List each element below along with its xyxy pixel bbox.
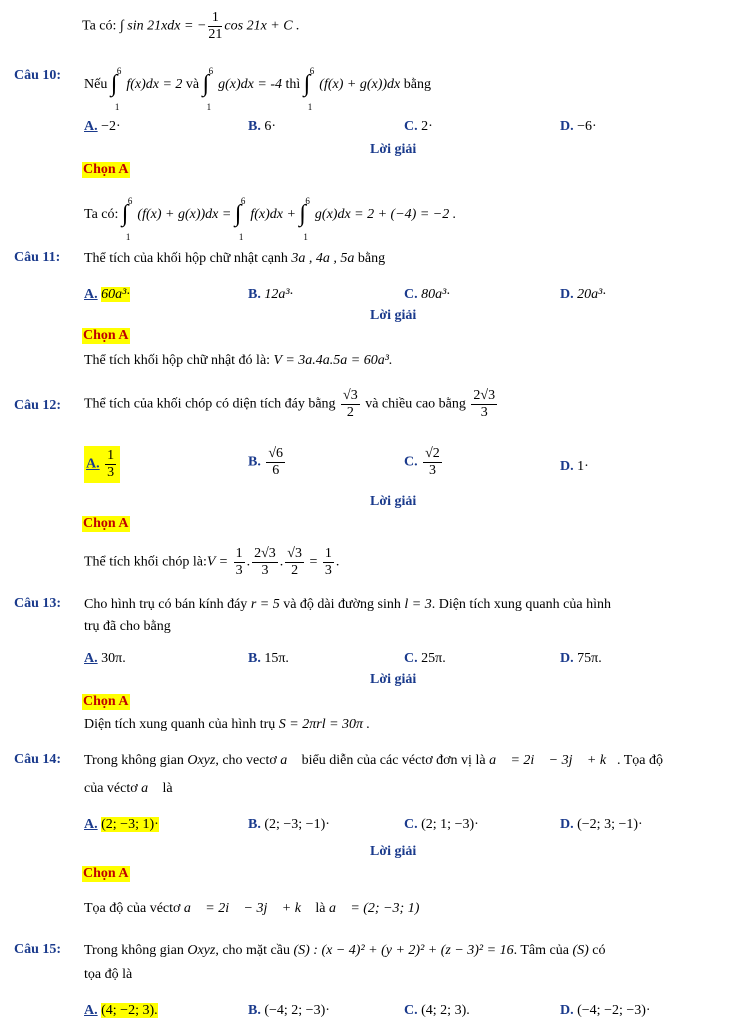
q12-label: Câu 12: [14, 398, 62, 413]
q13-label: Câu 13: [14, 596, 62, 611]
q12-option-c[interactable]: C. $\frac{√2}{3}$ [404, 446, 440, 478]
integral-sign: ∫ 6 1 [110, 66, 122, 112]
q13-solution: Diện tích xung quanh của hình trụ S = 2πrl = 30π . [84, 717, 371, 732]
q12-solution-heading: Lời giải [370, 494, 417, 509]
q11-answer: Chọn A [83, 328, 129, 343]
q10-label: Câu 10: [14, 68, 62, 83]
q13-option-a[interactable]: A. 30π. [84, 651, 126, 666]
q11-option-d[interactable]: D. 20a³· [560, 287, 606, 302]
q11-option-a[interactable]: A. 60a³· [84, 287, 130, 302]
q10-option-d[interactable]: D. −6· [560, 119, 597, 134]
q14-solution-heading: Lời giải [370, 844, 417, 859]
q14-stem: Trong không gian Oxyz, cho vectơ a⃗ biểu diễn của các véctơ đơn vị là a⃗ = 2i⃗ − 3j⃗ + k⃗. Tọa độ [84, 753, 663, 768]
q11-stem: Thể tích của khối hộp chữ nhật cạnh 3a , 4a , 5a bằng [84, 251, 386, 266]
q15-stem: Trong không gian Oxyz, cho mặt cầu (S) : (x − 4)² + (y + 2)² + (z − 3)² = 16. Tâm của (S) có [84, 943, 606, 958]
q14-option-d[interactable]: D. (−2; 3; −1)· [560, 817, 643, 832]
q12-solution: Thể tích khối chóp là:V = $\frac{1}{3}$ . $\frac{2√3}{3}$ . $\frac{√3}{2}$ = $\frac{1}{3}$ . [84, 546, 340, 578]
q11-option-c[interactable]: C. 80a³· [404, 287, 450, 302]
q15-option-d[interactable]: D. (−4; −2; −3)· [560, 1003, 651, 1018]
integral-sign: ∫ 6 1 [303, 66, 315, 112]
q13-option-d[interactable]: D. 75π. [560, 651, 602, 666]
q10-option-c[interactable]: C. 2· [404, 119, 433, 134]
q14-stem-line2: của véctơ a⃗ là [84, 781, 173, 796]
integral-sign: ∫ 6 1 [202, 66, 214, 112]
q12-option-a[interactable]: A. $\frac{1}{3}$ [84, 446, 120, 483]
q13-solution-heading: Lời giải [370, 672, 417, 687]
q9-sol-formula: ∫ sin 21xdx = − [119, 18, 207, 34]
q14-label: Câu 14: [14, 752, 62, 767]
integral-sign: ∫ 6 1 [234, 196, 246, 242]
q11-solution-heading: Lời giải [370, 308, 417, 323]
q10-answer: Chọn A [83, 162, 129, 177]
q15-label: Câu 15: [14, 942, 62, 957]
q15-option-b[interactable]: B. (−4; 2; −3)· [248, 1003, 330, 1018]
q13-stem: Cho hình trụ có bán kính đáy r = 5 và độ dài đường sinh l = 3. Diện tích xung quanh của hình [84, 597, 611, 612]
q12-stem: Thể tích của khối chóp có diện tích đáy bằng $\frac{√3}{2}$ và chiều cao bằng $\frac{2√3}{3}$ [84, 388, 496, 420]
integral-sign: ∫ 6 1 [121, 196, 133, 242]
q14-solution: Tọa độ của véctơ a⃗ = 2i⃗ − 3j⃗ + k⃗ là a⃗ = (2; −3; 1) [84, 901, 420, 916]
q10-stem: Nếu ∫ 6 1 f(x)dx = 2 và ∫ 6 1 g(x)dx = -4 thì ∫ 6 1 (f(x) + g(x))dx bằng [84, 66, 431, 112]
q15-stem-line2: tọa độ là [84, 967, 133, 982]
q14-option-c[interactable]: C. (2; 1; −3)· [404, 817, 479, 832]
q9-solution-line [82, 10, 300, 43]
q10-option-a[interactable]: A. −2· [84, 119, 121, 134]
q11-solution: Thể tích khối hộp chữ nhật đó là: V = 3a.4a.5a = 60a³. [84, 353, 393, 368]
q13-option-c[interactable]: C. 25π. [404, 651, 446, 666]
q13-option-b[interactable]: B. 15π. [248, 651, 289, 666]
q15-option-a[interactable]: A. (4; −2; 3). [84, 1003, 158, 1018]
q13-stem-line2: trụ đã cho bằng [84, 619, 171, 634]
q12-answer: Chọn A [83, 516, 129, 531]
q11-option-b[interactable]: B. 12a³· [248, 287, 294, 302]
q14-option-b[interactable]: B. (2; −3; −1)· [248, 817, 330, 832]
q12-option-d[interactable]: D. 1· [560, 459, 589, 474]
integral-sign: ∫ 6 1 [299, 196, 310, 242]
q11-label: Câu 11: [14, 250, 61, 265]
q12-option-b[interactable]: B. $\frac{√6}{6}$ [248, 446, 284, 478]
q13-answer: Chọn A [83, 694, 129, 709]
q14-option-a[interactable]: A. (2; −3; 1)· [84, 817, 159, 832]
q10-option-b[interactable]: B. 6· [248, 119, 277, 134]
q10-solution-heading: Lời giải [370, 142, 417, 157]
q15-option-c[interactable]: C. (4; 2; 3). [404, 1003, 470, 1018]
q14-answer: Chọn A [83, 866, 129, 881]
q9-sol-prefix: Ta có: [82, 18, 117, 34]
q9-frac: $\frac{1}{21}$ [208, 10, 223, 42]
q9-sol-rest: cos 21x + C . [224, 18, 300, 34]
q10-solution: Ta có: ∫ 6 1 (f(x) + g(x))dx = ∫ 6 1 f(x)dx + ∫ 6 1 g(x)dx = 2 + (−4) = −2 . [84, 196, 457, 242]
